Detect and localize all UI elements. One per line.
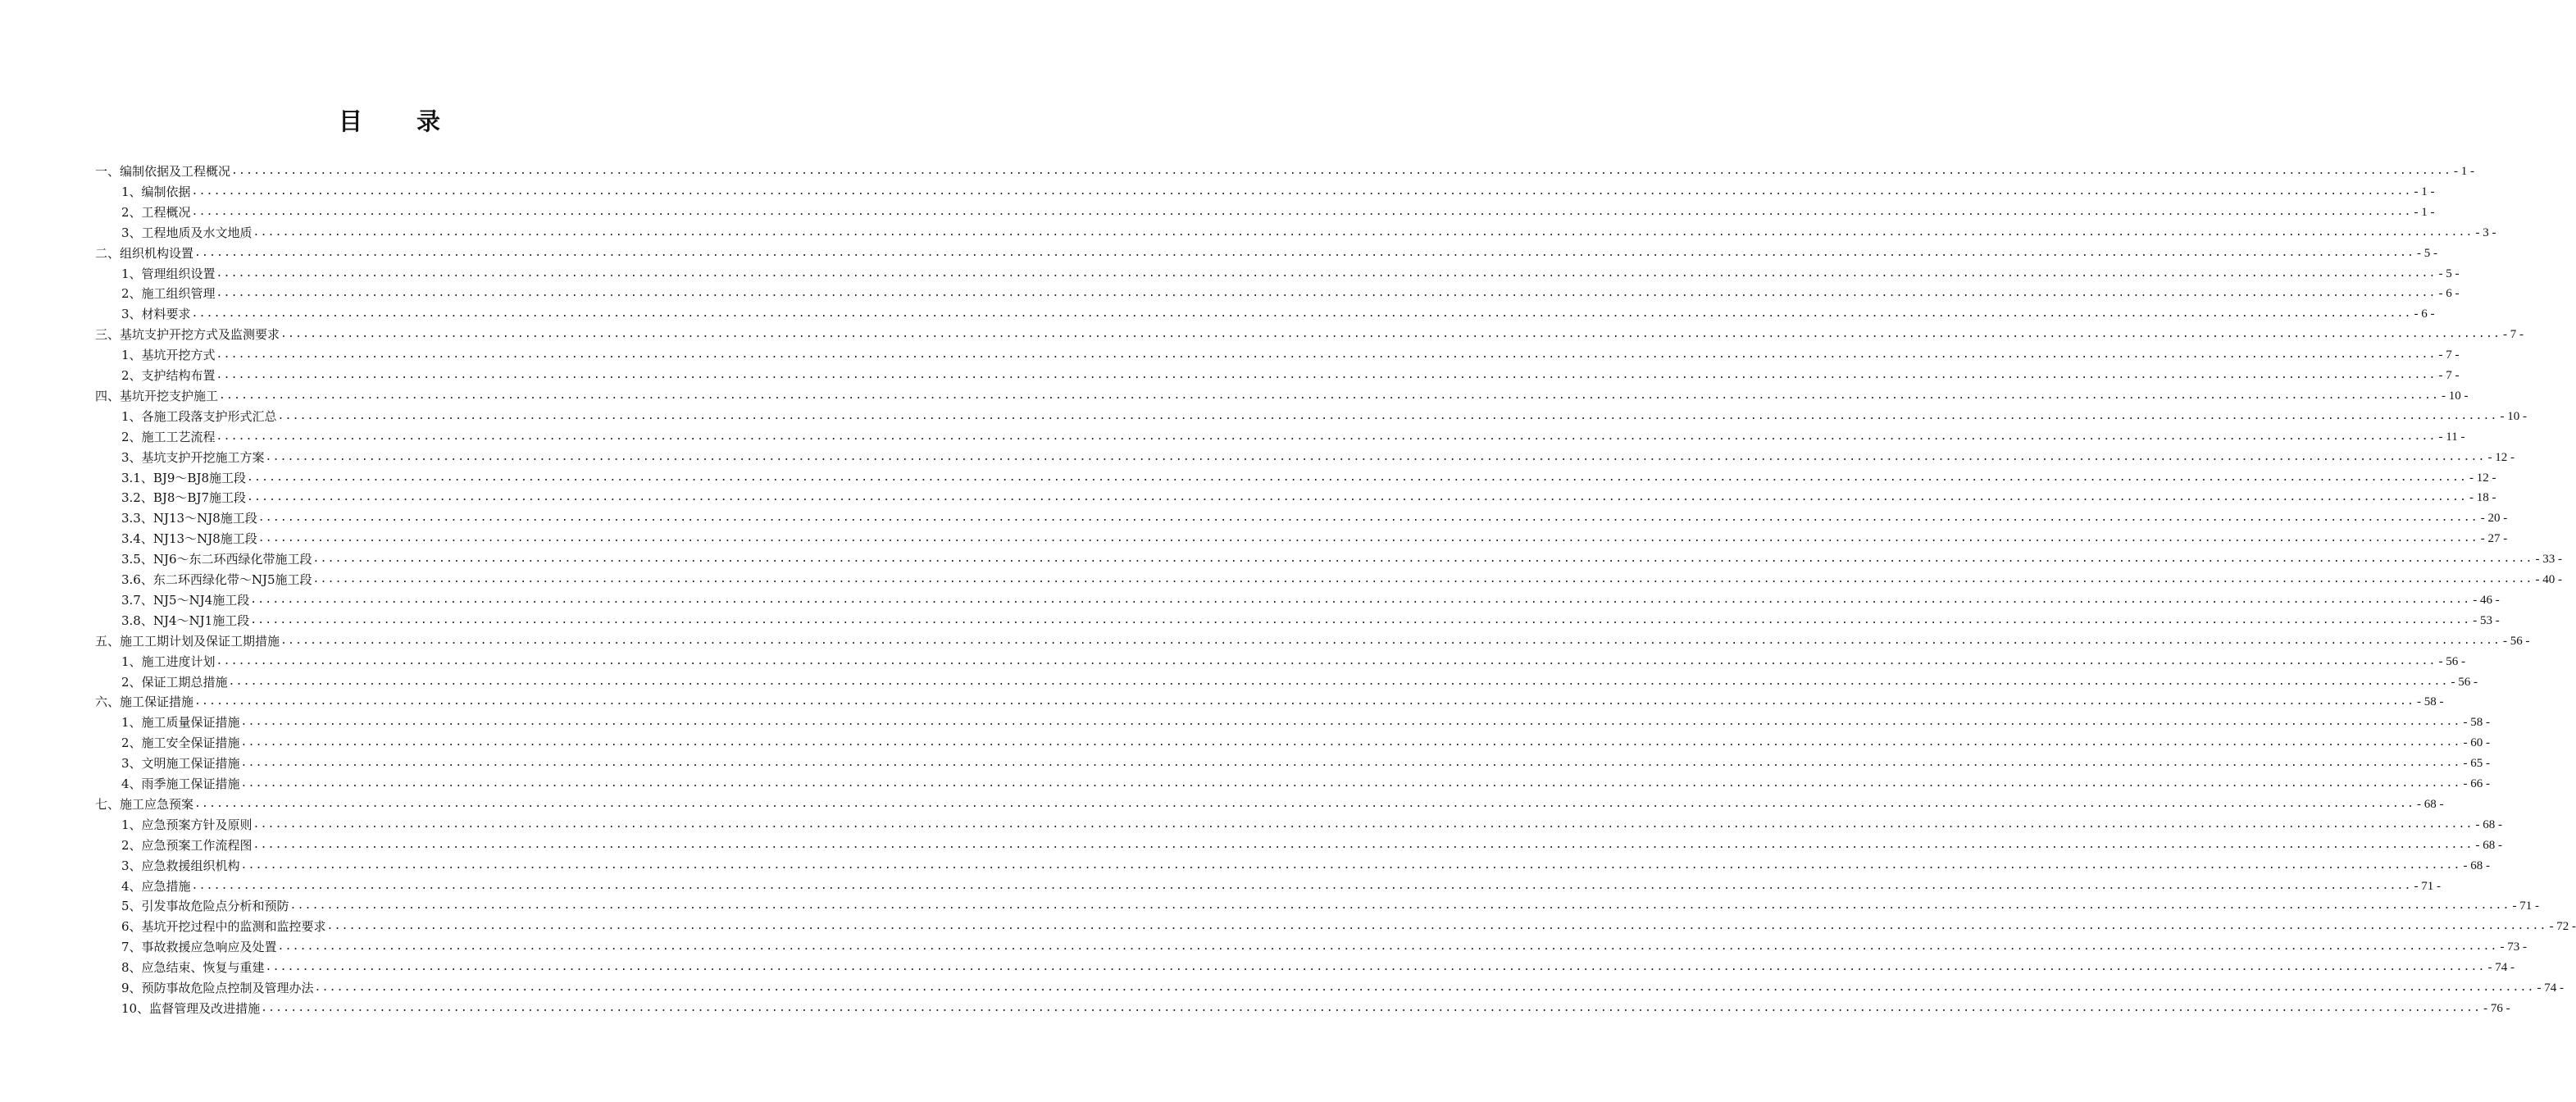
toc-entry-page: - 66 - — [2463, 777, 2491, 790]
toc-entry-page: - 27 - — [2480, 532, 2508, 546]
toc-entry-label: 3.8、NJ4～NJ1施工段 — [121, 612, 250, 628]
toc-entry[interactable] — [121, 222, 2496, 240]
dot-leader: ............................................................................................................................................................................................................................................................................................................ — [250, 613, 2471, 626]
toc-entry-label: 1、基坑开挖方式 — [121, 348, 216, 363]
toc-entry[interactable] — [121, 549, 2563, 567]
toc-entry[interactable] — [121, 814, 2503, 832]
dot-leader: ............................................................................................................................................................................................................................................................................................................ — [194, 246, 2415, 259]
toc-entry[interactable] — [95, 691, 2444, 710]
toc-entry[interactable] — [121, 283, 2460, 302]
toc-entry-label: 4、雨季施工保证措施 — [121, 776, 240, 791]
toc-entry[interactable] — [121, 426, 2465, 444]
toc-entry-label: 四、基坑开挖支护施工 — [95, 388, 219, 403]
dot-leader: ............................................................................................................................................................................................................................................................................................................ — [261, 1001, 2482, 1014]
toc-entry-label: 1、施工进度计划 — [121, 653, 216, 669]
toc-entry[interactable] — [95, 324, 2524, 343]
dot-leader: ............................................................................................................................................................................................................................................................................................................ — [277, 409, 2498, 422]
page-title: 目 录 — [338, 107, 464, 135]
toc-entry-label: 2、施工工艺流程 — [121, 429, 216, 444]
dot-leader: ............................................................................................................................................................................................................................................................................................................ — [191, 205, 2412, 218]
toc-entry-label: 7、事故救援应急响应及处置 — [121, 940, 277, 955]
toc-entry-label: 2、施工组织管理 — [121, 286, 216, 302]
toc-entry[interactable] — [121, 835, 2503, 853]
dot-leader: ............................................................................................................................................................................................................................................................................................................ — [240, 777, 2461, 790]
toc-entry-label: 3.1、BJ9～BJ8施工段 — [121, 470, 247, 485]
toc-entry-page: - 10 - — [2500, 409, 2528, 423]
toc-entry-page: - 6 - — [2438, 287, 2460, 301]
toc-entry[interactable] — [121, 855, 2491, 873]
dot-leader: ............................................................................................................................................................................................................................................................................................................ — [216, 266, 2437, 280]
dot-leader: ............................................................................................................................................................................................................................................................................................................ — [216, 430, 2437, 443]
toc-entry-label: 4、应急措施 — [121, 878, 191, 894]
toc-entry-page: - 58 - — [2463, 716, 2491, 730]
toc-entry-page: - 10 - — [2442, 389, 2469, 403]
toc-entry[interactable] — [95, 631, 2530, 649]
dot-leader: ............................................................................................................................................................................................................................................................................................................ — [240, 716, 2461, 729]
toc-entry[interactable] — [121, 569, 2563, 587]
toc-entry-label: 七、施工应急预案 — [95, 796, 194, 812]
toc-entry[interactable] — [121, 610, 2500, 628]
toc-entry[interactable] — [121, 773, 2491, 791]
dot-leader: ............................................................................................................................................................................................................................................................................................................ — [216, 348, 2437, 362]
toc-entry-page: - 53 - — [2473, 613, 2500, 627]
toc-entry[interactable] — [121, 181, 2435, 199]
toc-entry[interactable] — [95, 385, 2469, 403]
toc-entry-page: - 7 - — [2503, 328, 2524, 342]
toc-entry[interactable] — [121, 202, 2435, 220]
dot-leader: ............................................................................................................................................................................................................................................................................................................ — [216, 654, 2437, 667]
toc-entry[interactable] — [95, 161, 2475, 179]
toc-entry[interactable] — [95, 794, 2444, 812]
toc-entry-page: - 58 - — [2417, 695, 2444, 709]
dot-leader: ............................................................................................................................................................................................................................................................................................................ — [312, 553, 2533, 566]
dot-leader: ............................................................................................................................................................................................................................................................................................................ — [216, 287, 2437, 300]
toc-entry-page: - 1 - — [2454, 165, 2475, 178]
toc-entry-label: 1、应急预案方针及原则 — [121, 817, 253, 832]
toc-entry[interactable] — [121, 712, 2491, 731]
dot-leader: ............................................................................................................................................................................................................................................................................................................ — [191, 879, 2412, 892]
toc-entry-label: 1、管理组织设置 — [121, 266, 216, 281]
toc-entry-label: 8、应急结束、恢复与重建 — [121, 960, 265, 976]
dot-leader: ............................................................................................................................................................................................................................................................................................................ — [194, 695, 2415, 708]
toc-entry-label: 六、施工保证措施 — [95, 694, 194, 710]
toc-entry-page: - 20 - — [2480, 512, 2508, 526]
toc-entry[interactable] — [121, 447, 2515, 465]
dot-leader: ............................................................................................................................................................................................................................................................................................................ — [231, 165, 2452, 177]
toc-entry[interactable] — [121, 406, 2528, 424]
toc-entry[interactable] — [121, 344, 2460, 363]
toc-entry-page: - 18 - — [2469, 491, 2496, 505]
toc-entry[interactable] — [121, 467, 2496, 485]
toc-entry[interactable] — [121, 753, 2491, 772]
toc-entry-label: 5、引发事故危险点分析和预防 — [121, 899, 289, 914]
toc-entry[interactable] — [121, 957, 2515, 976]
toc-entry-label: 3、材料要求 — [121, 307, 191, 322]
toc-entry-page: - 65 - — [2463, 757, 2491, 771]
toc-entry-label: 3、工程地质及水文地质 — [121, 225, 253, 240]
toc-entry-label: 3.2、BJ8～BJ7施工段 — [121, 490, 247, 506]
toc-entry[interactable] — [121, 508, 2508, 526]
toc-entry-page: - 74 - — [2537, 981, 2565, 995]
dot-leader: ............................................................................................................................................................................................................................................................................................................ — [280, 634, 2501, 647]
toc-entry-page: - 68 - — [2417, 797, 2444, 811]
toc-entry-label: 2、应急预案工作流程图 — [121, 837, 253, 853]
toc-entry-page: - 11 - — [2438, 430, 2465, 444]
toc-entry[interactable] — [121, 528, 2508, 547]
toc-entry-page: - 56 - — [2451, 675, 2478, 689]
toc-entry-page: - 46 - — [2473, 593, 2500, 607]
dot-leader: ............................................................................................................................................................................................................................................................................................................ — [265, 961, 2486, 974]
toc-entry-label: 3、文明施工保证措施 — [121, 756, 240, 772]
dot-leader: ............................................................................................................................................................................................................................................................................................................ — [219, 389, 2440, 402]
toc-entry-page: - 33 - — [2535, 553, 2563, 567]
toc-entry[interactable] — [121, 916, 2576, 935]
toc-entry-page: - 7 - — [2438, 348, 2460, 362]
toc-entry-label: 3.5、NJ6～东二环西绿化带施工段 — [121, 552, 312, 567]
dot-leader: ............................................................................................................................................................................................................................................................................................................ — [216, 369, 2437, 381]
toc-entry-page: - 12 - — [2469, 471, 2496, 485]
toc-entry-label: 3、基坑支护开挖施工方案 — [121, 449, 265, 465]
dot-leader: ............................................................................................................................................................................................................................................................................................................ — [314, 981, 2535, 994]
toc-entry[interactable] — [121, 977, 2565, 995]
dot-leader: ............................................................................................................................................................................................................................................................................................................ — [277, 940, 2498, 954]
dot-leader: ............................................................................................................................................................................................................................................................................................................ — [240, 736, 2461, 749]
dot-leader: ............................................................................................................................................................................................................................................................................................................ — [326, 920, 2547, 933]
toc-entry-label: 1、施工质量保证措施 — [121, 715, 240, 731]
toc-entry-label: 2、保证工期总措施 — [121, 674, 228, 690]
dot-leader: ............................................................................................................................................................................................................................................................................................................ — [280, 328, 2501, 341]
toc-entry-page: - 5 - — [2438, 266, 2460, 280]
toc-entry-page: - 56 - — [2503, 634, 2530, 648]
toc-entry-page: - 3 - — [2475, 225, 2496, 239]
toc-entry-label: 三、基坑支护开挖方式及监测要求 — [95, 327, 280, 343]
dot-leader: ............................................................................................................................................................................................................................................................................................................ — [247, 471, 2468, 484]
toc-entry-page: - 1 - — [2414, 205, 2435, 219]
toc-entry-label: 1、编制依据 — [121, 184, 191, 199]
dot-leader: ............................................................................................................................................................................................................................................................................................................ — [247, 491, 2468, 504]
toc-entry[interactable] — [121, 998, 2510, 1016]
toc-entry[interactable] — [121, 876, 2442, 894]
toc-entry-page: - 74 - — [2487, 961, 2515, 975]
toc-entry-label: 五、施工工期计划及保证工期措施 — [95, 633, 280, 649]
toc-entry[interactable] — [121, 651, 2466, 669]
toc-entry[interactable] — [95, 243, 2438, 261]
toc-entry[interactable] — [121, 895, 2540, 914]
dot-leader: ............................................................................................................................................................................................................................................................................................................ — [228, 675, 2449, 688]
dot-leader: ............................................................................................................................................................................................................................................................................................................ — [257, 512, 2478, 525]
toc-entry-page: - 6 - — [2414, 307, 2435, 321]
toc-entry-label: 2、支护结构布置 — [121, 368, 216, 383]
toc-entry-label: 3、应急救援组织机构 — [121, 858, 240, 873]
toc-entry-label: 3.4、NJ13～NJ8施工段 — [121, 531, 257, 547]
toc-entry-page: - 68 - — [2475, 817, 2503, 831]
toc-entry[interactable] — [121, 590, 2500, 608]
toc-entry-label: 6、基坑开挖过程中的监测和监控要求 — [121, 919, 326, 935]
dot-leader: ............................................................................................................................................................................................................................................................................................................ — [289, 899, 2510, 913]
toc-entry-page: - 12 - — [2487, 450, 2515, 464]
dot-leader: ............................................................................................................................................................................................................................................................................................................ — [312, 573, 2533, 585]
toc-entry[interactable] — [121, 936, 2528, 955]
toc-entry-page: - 76 - — [2483, 1001, 2510, 1015]
toc-entry-page: - 40 - — [2535, 573, 2563, 586]
dot-leader: ............................................................................................................................................................................................................................................................................................................ — [253, 838, 2474, 851]
dot-leader: ............................................................................................................................................................................................................................................................................................................ — [191, 307, 2412, 321]
toc-entry-label: 2、施工安全保证措施 — [121, 735, 240, 751]
dot-leader: ............................................................................................................................................................................................................................................................................................................ — [265, 450, 2486, 463]
dot-leader: ............................................................................................................................................................................................................................................................................................................ — [191, 184, 2412, 198]
dot-leader: ............................................................................................................................................................................................................................................................................................................ — [250, 593, 2471, 606]
toc-entry-page: - 71 - — [2414, 879, 2442, 893]
dot-leader: ............................................................................................................................................................................................................................................................................................................ — [253, 225, 2474, 239]
toc-entry[interactable] — [121, 263, 2460, 281]
toc-entry-page: - 72 - — [2549, 920, 2576, 934]
toc-entry-page: - 1 - — [2414, 184, 2435, 198]
toc-entry-page: - 68 - — [2475, 838, 2503, 852]
dot-leader: ............................................................................................................................................................................................................................................................................................................ — [194, 797, 2415, 810]
toc-entry[interactable] — [121, 365, 2460, 383]
toc-entry-label: 3.6、东二环西绿化带～NJ5施工段 — [121, 572, 312, 587]
toc-entry-label: 3.3、NJ13～NJ8施工段 — [121, 511, 257, 526]
toc-entry[interactable] — [121, 732, 2491, 751]
toc-entry[interactable] — [121, 303, 2435, 322]
dot-leader: ............................................................................................................................................................................................................................................................................................................ — [240, 858, 2461, 872]
toc-entry-label: 二、组织机构设置 — [95, 245, 194, 261]
toc-entry-label: 一、编制依据及工程概况 — [95, 164, 231, 179]
dot-leader: ............................................................................................................................................................................................................................................................................................................ — [257, 532, 2478, 545]
toc-entry[interactable] — [121, 487, 2496, 506]
toc-entry-page: - 71 - — [2512, 899, 2540, 913]
toc-entry-page: - 56 - — [2438, 654, 2466, 668]
toc-entry-label: 3.7、NJ5～NJ4施工段 — [121, 592, 250, 608]
toc-entry-label: 9、预防事故危险点控制及管理办法 — [121, 981, 314, 995]
toc-entry-page: - 7 - — [2438, 369, 2460, 382]
toc-entry-label: 10、监督管理及改进措施 — [121, 1000, 261, 1016]
dot-leader: ............................................................................................................................................................................................................................................................................................................ — [253, 817, 2474, 831]
toc-entry-label: 1、各施工段落支护形式汇总 — [121, 408, 277, 424]
toc-entry[interactable] — [121, 672, 2478, 690]
dot-leader: ............................................................................................................................................................................................................................................................................................................ — [240, 757, 2461, 770]
toc-entry-page: - 60 - — [2463, 736, 2491, 750]
toc-entry-page: - 68 - — [2463, 858, 2491, 872]
toc-entry-label: 2、工程概况 — [121, 204, 191, 220]
toc-entry-page: - 5 - — [2417, 246, 2438, 260]
toc-entry-page: - 73 - — [2500, 940, 2528, 954]
